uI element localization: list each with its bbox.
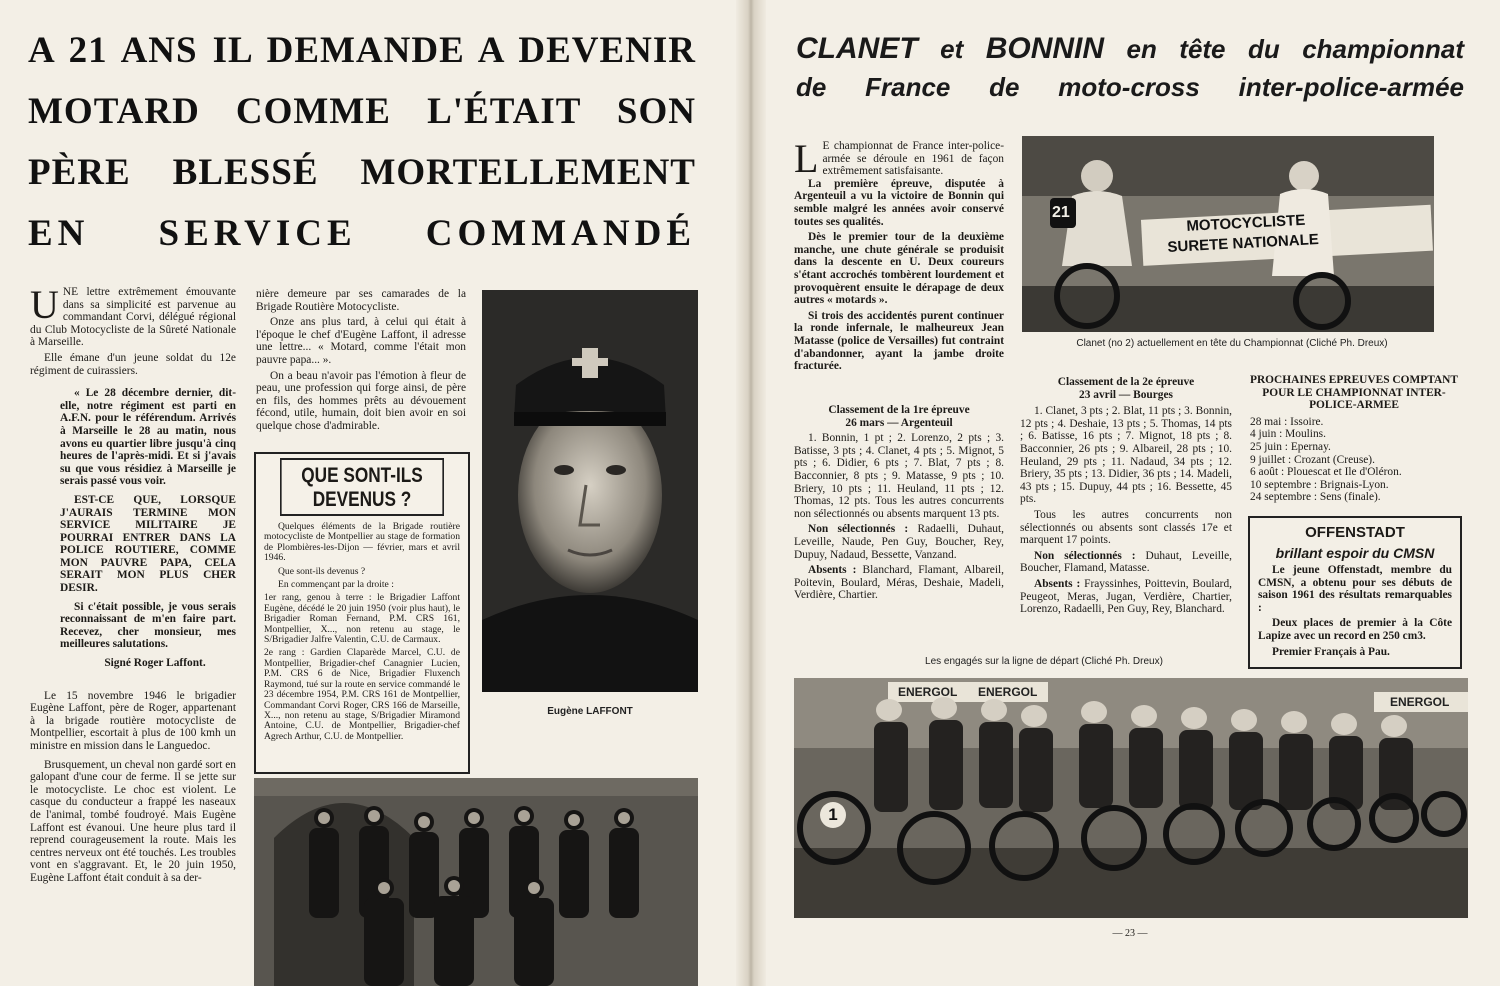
start-line-photo (794, 678, 1468, 918)
portrait-illustration (482, 290, 698, 692)
offenstadt-paragraph: Deux places de premier à la Côte Lapize avec un record en 250 cm3. (1258, 617, 1452, 642)
absent-list: Blanchard, Flamant, Albareil, Poitevin, Boulard, Méras, Deshaie, Madeli, Verdière, Chartier. (794, 564, 1004, 602)
headline-conjunction: et (917, 34, 986, 64)
paragraph: nière demeure par ses camarades de la Brigade Routière Motocycliste. (256, 288, 466, 313)
left-column-1 (30, 286, 236, 888)
paragraph: Brusquement, un cheval non gardé sort en galopant d'une cour de ferme. Il se jette sur le motocycliste. Le choc est violent. Le casque du conducteur a frappé les naseaux de l'animal, tombé foudroyé. Mais Eugène Laffont est évanoui. Une heure plus tard il reprend courageusement la route. Mais les centres nerveux ont été touchés. Les troubles vont en s'aggravant. Et, le 20 juin 1950, Eugène Laffont était conduit à sa der- (30, 758, 237, 884)
paragraph: Elle émane d'un jeune soldat du 12e régiment de cuirassiers. (30, 351, 236, 377)
paragraph: Onze ans plus tard, à celui qui était à l'époque le chef d'Eugène Laffont, il adresse une lettre... « Motard, comme l'était mon pauvre papa... ». (256, 316, 466, 366)
offenstadt-paragraph: Premier Français à Pau. (1272, 645, 1390, 658)
absent-list: Frayssinhes, Poittevin, Boulard, Peugeot, Meras, Jugan, Verdière, Chartier, Lorenzo, Radaelli, Pen Guy, Rey, Blanchard. (1020, 577, 1232, 616)
clanet-photo (1022, 136, 1434, 332)
event-item: 6 août : Plouescat et Ile d'Oléron. (1250, 466, 1402, 479)
offenstadt-title: OFFENSTADT (1305, 524, 1405, 541)
letter-signature: Signé Roger Laffont. (104, 657, 206, 670)
headline-line-2: MOTARD COMME L'ÉTAIT SON (28, 91, 696, 132)
left-headline (28, 20, 696, 264)
offenstadt-text (1258, 564, 1452, 658)
box-start: En commençant par la droite : (278, 579, 394, 591)
nonsel-list: Duhaut, Leveille, Boucher, Flamand, Matasse. (1020, 549, 1232, 575)
dropcap-l: L (794, 140, 819, 178)
race-2-results (1020, 376, 1232, 619)
headline-rest: en tête du championnat (1104, 34, 1464, 64)
event-item: 10 septembre : Brignais-Lyon. (1250, 478, 1389, 491)
start-line-caption: Les engagés sur la ligne de départ (Cliché Ph. Dreux) (925, 656, 1163, 667)
intro-paragraph: E championnat de France inter-police-armée se déroule en 1961 de façon extrêmement satisfaisante. (822, 140, 1004, 178)
bike-number: 21 (1052, 204, 1070, 221)
race-2-others: Tous les autres concurrents non sélectionnés ou absents sont classés 17e et marquent 17 points. (1020, 508, 1232, 547)
paragraph: Dès le premier tour de la deuxième manche, une chute générale se produisit dans la descente en U. Deux coureurs s'étant accrochés tombèrent lourdement et provoquèrent ensuite le dérapage de deux autres « motards ». (794, 231, 1004, 307)
que-sont-ils-devenus-box (254, 452, 470, 774)
group-illustration (254, 778, 698, 986)
race-1-results (794, 404, 1004, 605)
upcoming-title: PROCHAINES EPREUVES COMPTANT POUR LE CHAMPIONNAT INTER-POLICE-ARMEE (1250, 374, 1459, 412)
box-row-1: 1er rang, genou à terre : le Brigadier Laffont Eugène, décédé le 20 juin 1950 (voir plus haut), le Brigadier Roman Fernand, P.M. CRS 161, Montpellier, X..., non retenu au stage, le S/Brigadier Jalfre Valentin, C.U. de Carmaux. (264, 592, 460, 646)
headline-line-1: A 21 ANS IL DEMANDE A DEVENIR (28, 30, 696, 71)
start-line-illustration (794, 678, 1468, 918)
offenstadt-subtitle: brillant espoir du CMSN (1275, 545, 1435, 561)
bike-number: 1 (820, 802, 846, 828)
banner-line-1: MOTOCYCLISTE (1186, 211, 1306, 235)
portrait-caption: Eugène LAFFONT (547, 706, 633, 717)
paragraph: Si trois des accidentés purent continuer la ronde infernale, le malheureux Jean Matasse (police de Versailles) fut contraint d'abandonner, ayant la jambe droite fracturée. (794, 309, 1004, 373)
page-gutter (736, 0, 766, 986)
left-column-2 (256, 288, 466, 436)
right-headline-line-1 (796, 30, 1464, 68)
nonsel-label: Non sélectionnés : (1034, 549, 1136, 562)
race-2-heading-1: Classement de la 2e épreuve (1057, 376, 1195, 388)
race-2-heading-2: 23 avril — Bourges (1079, 388, 1173, 401)
absent-label: Absents : (1034, 577, 1081, 590)
paragraph: La première épreuve, disputée à Argenteuil a vu la victoire de Bonnin qui semble malgré les années avoir conservé toutes ses qualités. (794, 177, 1004, 228)
letter-paragraph-3: Si c'était possible, je vous serais reconnaissant de m'en faire part. Recevez, cher monsieur, mes meilleures salutations. (60, 600, 236, 651)
absent-label: Absents : (808, 564, 857, 577)
headline-line-4: EN SERVICE COMMANDÉ (28, 213, 696, 254)
offenstadt-box (1248, 516, 1462, 669)
box-title: QUE SONT-ILS DEVENUS ? (280, 458, 444, 516)
banner-energol: ENERGOL (898, 685, 958, 699)
banner-line-2: SURETE NATIONALE (1167, 231, 1320, 256)
intro-paragraph: NE lettre extrêmement émouvante dans sa simplicité est parvenue au commandant Corvi, délégué régional du Club Motocycliste de la Sûreté Nationale à Marseille. (30, 286, 236, 349)
nonsel-label: Non sélectionnés : (808, 523, 909, 536)
upcoming-events (1250, 374, 1458, 504)
paragraph: Le 15 novembre 1946 le brigadier Eugène Laffont, père de Roger, appartenant à la brigade routière motocycliste de Montpellier, escortait à plus de 100 kmh un ministre en mission dans le Languedoc. (30, 689, 236, 752)
paragraph: On a beau n'avoir pas l'émotion à fleur de peau, une profession qui forge ainsi, de père en fils, des hommes prêts au dévouement fécond, utile, humain, doit bien avoir en soi quelque chose d'admirable. (256, 369, 466, 432)
group-photo (254, 778, 698, 986)
banner-energol: ENERGOL (1390, 695, 1450, 709)
page-number: — 23 — (1112, 928, 1148, 939)
race-1-heading-1: Classement de la 1re épreuve (828, 404, 970, 416)
letter-paragraph-1: « Le 28 décembre dernier, dit-elle, notre régiment est parti en A.F.N. pour le référendum. Arrivés à Marseille le 28 au matin, nous avons eu quartier libre jusqu'à cinq heures de l'après-midi. Et si j'avais su que vous résidiez à Marseille je serais passé vous voir. (60, 387, 236, 488)
portrait-photo (482, 290, 698, 692)
race-1-heading-2: 26 mars — Argenteuil (845, 416, 953, 429)
box-question: Que sont-ils devenus ? (278, 565, 366, 577)
event-item: 9 juillet : Crozant (Creuse). (1250, 453, 1375, 466)
box-row-2: 2e rang : Gardien Claparède Marcel, C.U. de Montpellier, Brigadier-chef Canagnier Lucien, P.M. CRS 6 de Nice, Brigadier Fluxench Raymond, tué sur la route en service commandé le 23 décembre 1954, P.M. CRS 161 de Montpellier, Commandant Corvi Roger, CRS 166 de Marseille, X..., non retenu au stage, S/Brigadier Miramond Antoine, C.U. de Montpellier, Brigadier-chef Agrech Arthur, C.U. de Montpellier. (264, 647, 460, 742)
letter-paragraph-2: EST-CE QUE, LORSQUE J'AURAIS TERMINE MON SERVICE MILITAIRE JE POURRAI ENTRER DANS LA POLICE ROUTIERE, COMME MON PAUVRE PAPA, CELA SERAIT MON PLUS CHER DESIR. (60, 493, 236, 595)
headline-line-3: PÈRE BLESSÉ MORTELLEMENT (28, 152, 696, 193)
event-item: 4 juin : Moulins. (1250, 428, 1326, 441)
race-1-standings: 1. Bonnin, 1 pt ; 2. Lorenzo, 2 pts ; 3. Batisse, 3 pts ; 4. Clanet, 4 pts ; 5. Mignot, 5 pts ; 6. Didier, 6 pts ; 7. Blat, 7 pts ; 8. Bacconnier, 8 pts ; 9. Matasse, 9 pts ; 10. Briery, 10 pts ; 11. Heuland, 11 pts ; 12. Thomas, 12 pts. Tous les autres concurrents non sélectionnés ou absents marquent 13 pts. (794, 432, 1004, 520)
right-headline-line-2: de France de moto-cross inter-police-armée (796, 72, 1464, 102)
event-item: 25 juin : Epernay. (1250, 440, 1331, 453)
right-headline (796, 30, 1464, 106)
banner-energol: ENERGOL (978, 685, 1038, 699)
letter-quote (60, 387, 236, 669)
dropcap-u: U (30, 286, 59, 327)
nonsel-list: Radaelli, Duhaut, Leveille, Naude, Pen Guy, Boucher, Rey, Dupuy, Nadaud, Bessette, Vanzand. (794, 523, 1004, 561)
race-2-standings: 1. Clanet, 3 pts ; 2. Blat, 11 pts ; 3. Bonnin, 12 pts ; 4. Deshaie, 13 pts ; 5. Thomas, 14 pts ; 6. Batisse, 16 pts ; 7. Mignot, 18 pts ; 8. Bacconnier, 26 pts ; 9. Albareil, 28 pts ; 10. Heuland, 29 pts ; 11. Nadaud, 34 pts ; 12. Briery, 35 pts ; 13. Didier, 36 pts ; 14. Madeli, 43 pts ; 15. Dupuy, 44 pts ; 16. Bessette, 45 pts. (1020, 405, 1232, 506)
right-column-1 (794, 140, 1004, 376)
name-clanet: CLANET (796, 32, 918, 65)
box-text (256, 522, 468, 742)
offenstadt-paragraph: Le jeune Offenstadt, membre du CMSN, a obtenu pour ses débuts de saison 1961 des résultats remarquables : (1258, 564, 1452, 614)
event-item: 24 septembre : Sens (finale). (1250, 491, 1381, 504)
name-bonnin: BONNIN (985, 32, 1105, 65)
box-intro: Quelques éléments de la Brigade routière motocycliste de Montpellier au stage de formation de Plombières-les-Dijon — février, mars et avril 1946. (264, 521, 460, 564)
event-item: 28 mai : Issoire. (1250, 415, 1324, 428)
clanet-caption: Clanet (no 2) actuellement en tête du Championnat (Cliché Ph. Dreux) (1076, 338, 1388, 349)
